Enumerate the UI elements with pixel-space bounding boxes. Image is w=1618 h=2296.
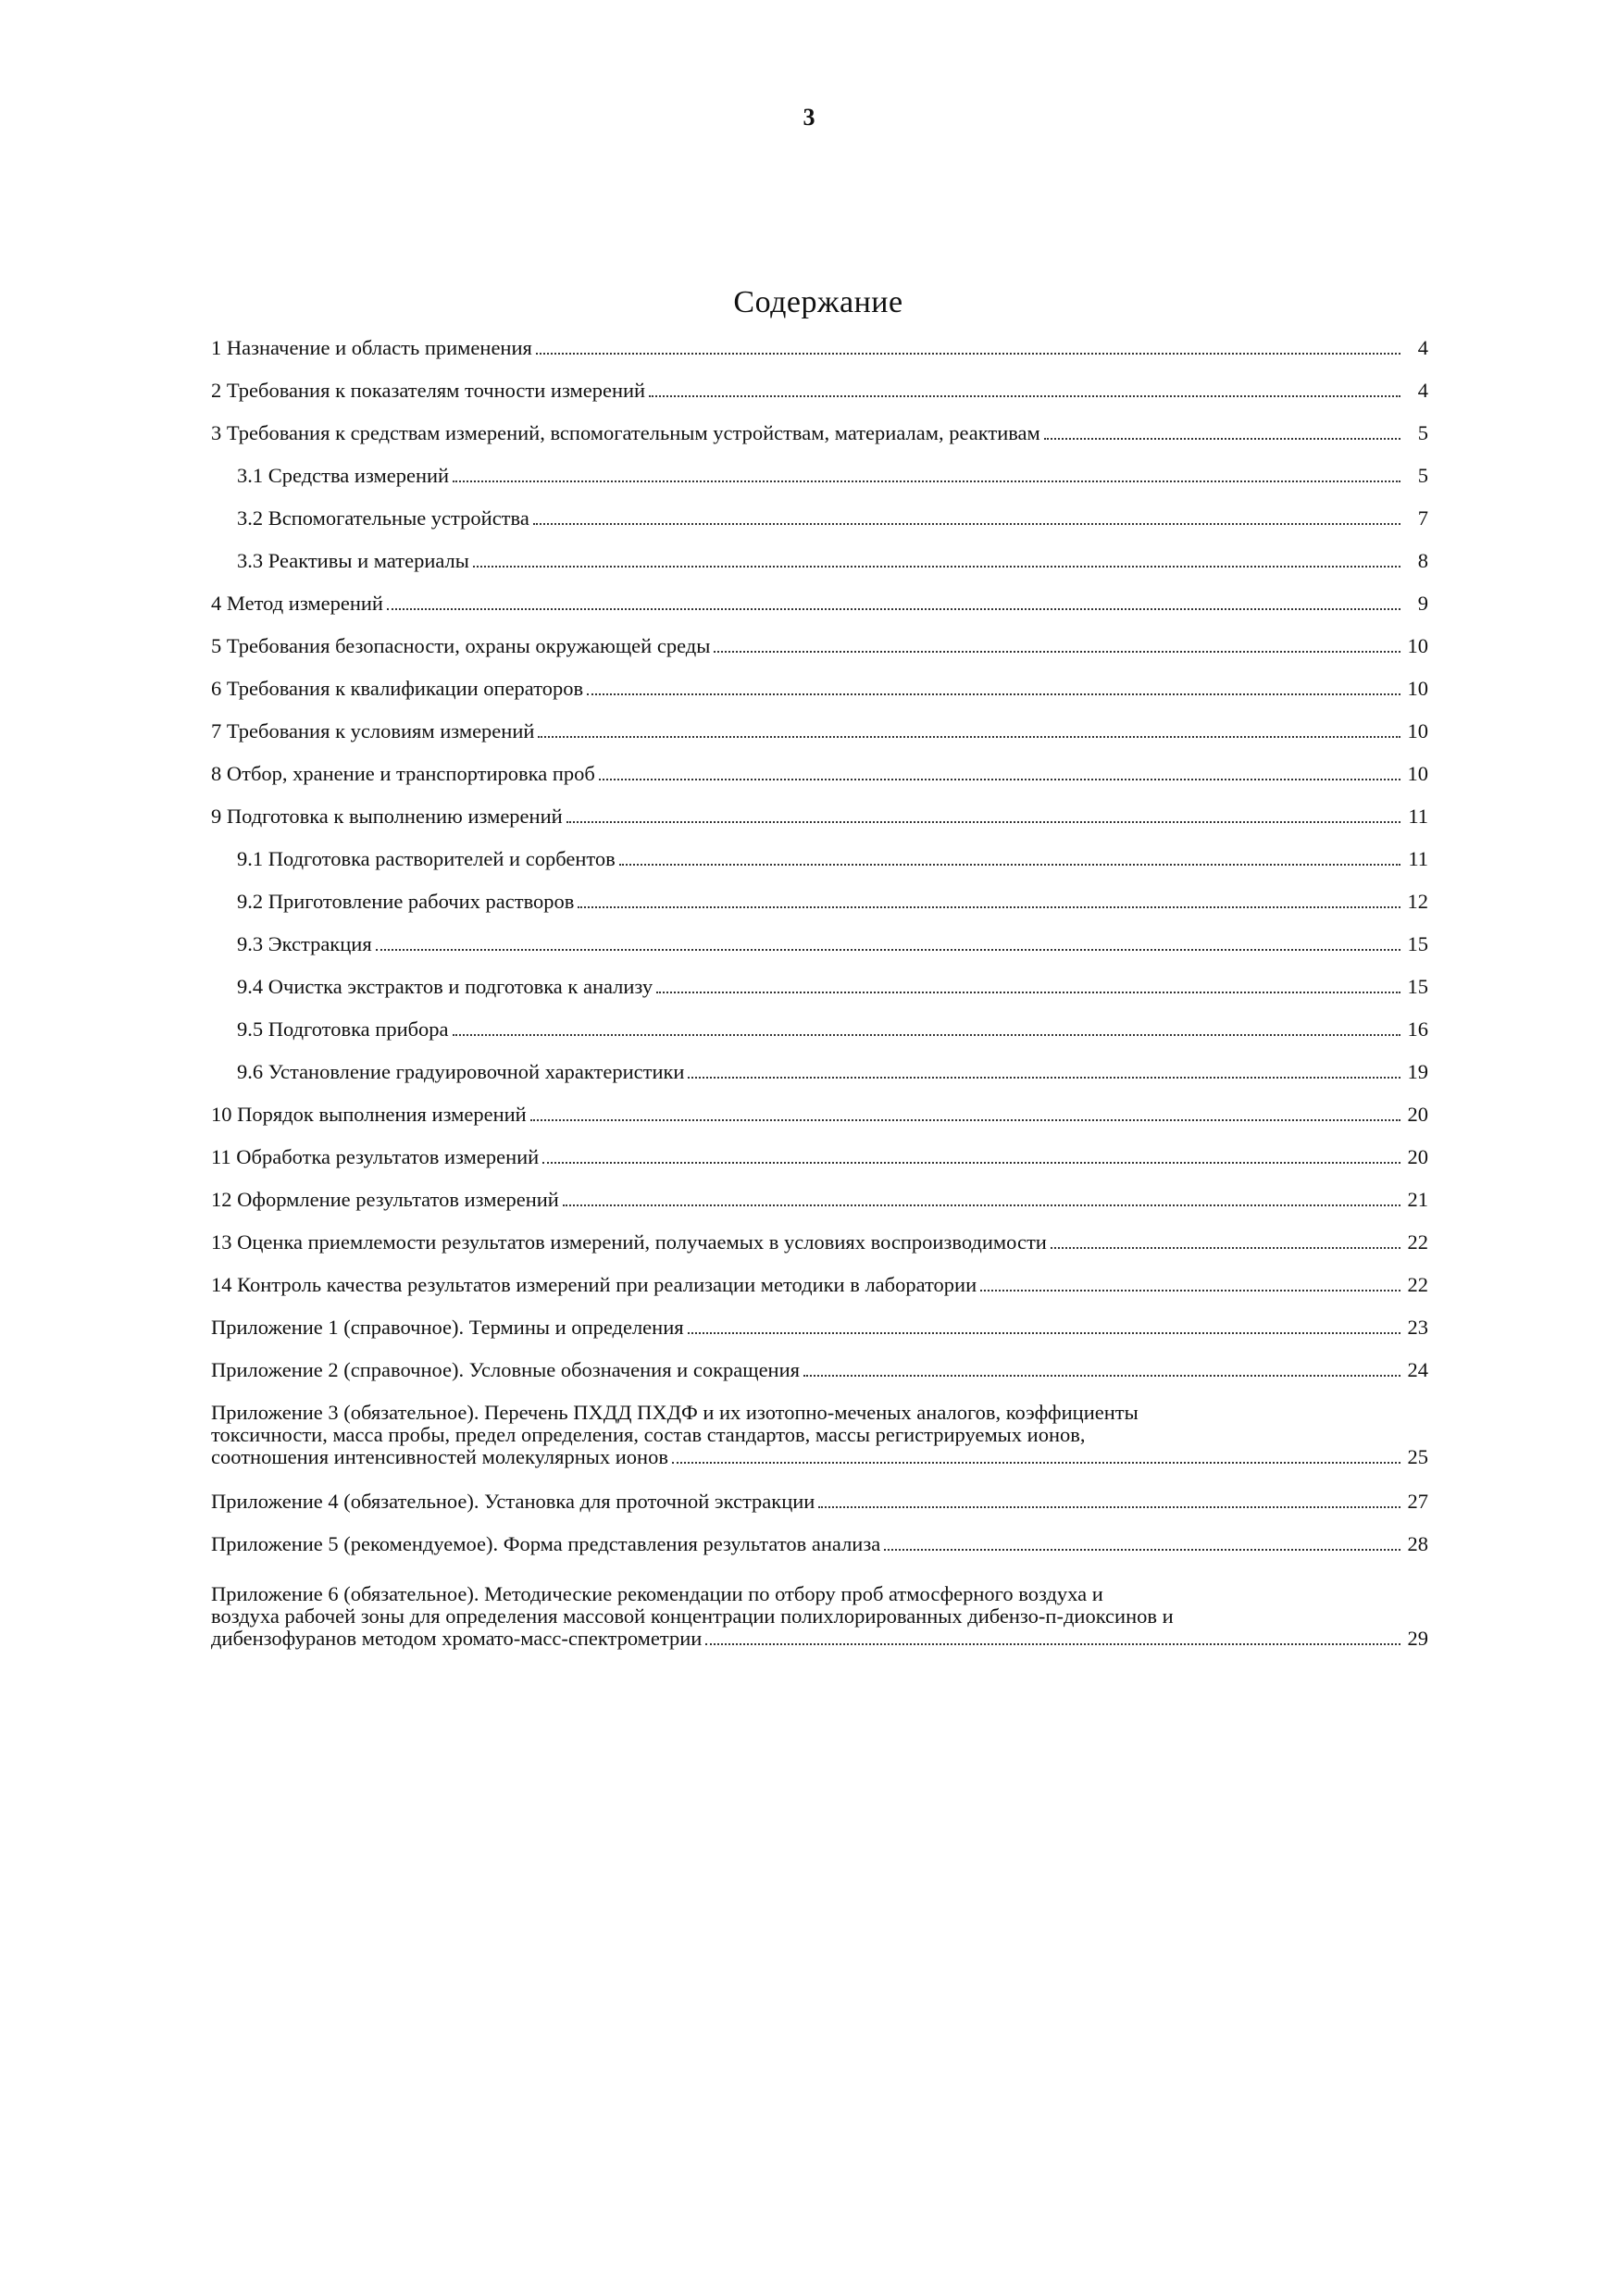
toc-entry-page: 5 <box>1417 421 1428 444</box>
toc-entry <box>237 465 1428 487</box>
toc-entry-page: 4 <box>1417 379 1428 402</box>
toc-entry-page: 27 <box>1407 1490 1428 1513</box>
toc-entry-page: 29 <box>1407 1627 1428 1650</box>
page-number: 3 <box>803 104 815 131</box>
dot-leader <box>599 779 1400 780</box>
toc-entry-text: 12 Оформление результатов измерений <box>211 1188 559 1211</box>
toc-entry-text: 9 Подготовка к выполнению измерений <box>211 805 563 828</box>
toc-entry <box>211 678 1428 700</box>
dot-leader <box>536 353 1400 355</box>
dot-leader <box>672 1462 1400 1464</box>
toc-entry-page: 5 <box>1417 464 1428 487</box>
toc-entry-text: Приложение 2 (справочное). Условные обозначения и сокращения <box>211 1358 800 1381</box>
toc-entry <box>211 1274 1428 1296</box>
toc-entry-page: 10 <box>1407 719 1428 742</box>
toc-entry-text: 6 Требования к квалификации операторов <box>211 677 584 700</box>
dot-leader <box>803 1375 1400 1377</box>
toc-entry <box>237 550 1428 572</box>
toc-entry-text: 3.1 Средства измерений <box>237 464 450 487</box>
toc-entry-page: 24 <box>1407 1358 1428 1381</box>
toc-entry-page: 10 <box>1407 762 1428 785</box>
toc-entry-text: 13 Оценка приемлемости результатов измерений, получаемых в условиях воспроизводимости <box>211 1230 1047 1254</box>
toc-entry-text: Приложение 5 (рекомендуемое). Форма представления результатов анализа <box>211 1532 881 1555</box>
toc-entry <box>237 507 1428 530</box>
toc-entry-page: 4 <box>1417 336 1428 359</box>
toc-entry-page: 15 <box>1407 932 1428 955</box>
dot-leader <box>649 395 1400 397</box>
toc-entry <box>211 1231 1428 1254</box>
toc-entry-text-line: Приложение 6 (обязательное). Методические рекомендации по отбору проб атмосферного воздуха и <box>211 1582 1103 1605</box>
toc-entry <box>211 1104 1428 1126</box>
toc-entry <box>211 720 1428 742</box>
toc-entry <box>211 1146 1428 1168</box>
toc-entry <box>211 1359 1428 1381</box>
toc-entry-page: 22 <box>1407 1230 1428 1254</box>
toc-entry <box>211 763 1428 785</box>
toc-entry <box>211 422 1428 444</box>
toc-entry-text: 5 Требования безопасности, охраны окружающей среды <box>211 634 711 657</box>
toc-entry <box>237 933 1428 955</box>
dot-leader <box>578 906 1400 908</box>
dot-leader <box>530 1119 1400 1121</box>
dot-leader <box>566 821 1400 823</box>
toc-entry-page: 20 <box>1407 1103 1428 1126</box>
toc-title: Содержание <box>733 285 903 319</box>
toc-entry-text: 3.2 Вспомогательные устройства <box>237 506 529 530</box>
dot-leader <box>884 1549 1400 1551</box>
toc-entry-text: дибензофуранов методом хромато-масс-спектрометрии <box>211 1627 703 1650</box>
toc-entry-text: 4 Метод измерений <box>211 592 383 615</box>
toc-entry-page: 20 <box>1407 1145 1428 1168</box>
dot-leader <box>563 1204 1400 1206</box>
toc-entry <box>211 805 1428 828</box>
dot-leader <box>688 1332 1400 1334</box>
toc-entry <box>237 1018 1428 1041</box>
toc-entry-page: 28 <box>1407 1532 1428 1555</box>
dot-leader <box>619 864 1400 866</box>
toc-entry-page: 19 <box>1407 1060 1428 1083</box>
toc-entry-text: Приложение 1 (справочное). Термины и определения <box>211 1316 684 1339</box>
toc-entry-page: 11 <box>1408 805 1428 828</box>
dot-leader <box>714 651 1400 653</box>
toc-entry-page: 12 <box>1407 890 1428 913</box>
toc-entry-text: 7 Требования к условиям измерений <box>211 719 535 742</box>
dot-leader <box>473 566 1400 568</box>
toc-entry-text: 9.6 Установление градуировочной характеристики <box>237 1060 685 1083</box>
toc-entry <box>211 1583 1428 1650</box>
toc-entry-page: 22 <box>1407 1273 1428 1296</box>
toc-entry <box>211 1491 1428 1513</box>
toc-entry-text: 9.1 Подготовка растворителей и сорбентов <box>237 847 616 870</box>
toc-entry <box>211 635 1428 657</box>
toc-entry-page: 11 <box>1408 847 1428 870</box>
toc-entry-page: 21 <box>1407 1188 1428 1211</box>
toc-entry <box>211 593 1428 615</box>
toc-entry-page: 8 <box>1417 549 1428 572</box>
toc-entry <box>237 976 1428 998</box>
dot-leader <box>542 1162 1400 1164</box>
toc-entry-text: 9.4 Очистка экстрактов и подготовка к анализу <box>237 975 653 998</box>
toc-entry-text: соотношения интенсивностей молекулярных ионов <box>211 1445 668 1468</box>
toc-entry-page: 10 <box>1407 677 1428 700</box>
toc-entry-page: 10 <box>1407 634 1428 657</box>
dot-leader <box>705 1643 1400 1645</box>
toc-entry <box>237 1061 1428 1083</box>
toc-entry <box>211 1533 1428 1555</box>
dot-leader <box>1051 1247 1400 1249</box>
dot-leader <box>980 1290 1400 1292</box>
toc-entry-text: 1 Назначение и область применения <box>211 336 532 359</box>
dot-leader <box>656 992 1400 993</box>
dot-leader <box>538 736 1400 738</box>
toc-entry-text: Приложение 4 (обязательное). Установка для проточной экстракции <box>211 1490 815 1513</box>
dot-leader <box>453 1034 1400 1036</box>
dot-leader <box>387 608 1400 610</box>
toc-entry-text-line: Приложение 3 (обязательное). Перечень ПХДД ПХДФ и их изотопно-меченых аналогов, коэффициенты <box>211 1401 1139 1424</box>
dot-leader <box>376 949 1400 951</box>
toc-entry-text: 8 Отбор, хранение и транспортировка проб <box>211 762 595 785</box>
toc-entry <box>211 1189 1428 1211</box>
toc-entry-text: 9.3 Экстракция <box>237 932 372 955</box>
toc-entry-page: 25 <box>1407 1445 1428 1468</box>
dot-leader <box>453 480 1400 482</box>
dot-leader <box>587 693 1400 695</box>
toc-entry-text: 10 Порядок выполнения измерений <box>211 1103 527 1126</box>
toc-entry <box>211 380 1428 402</box>
dot-leader <box>688 1077 1400 1079</box>
dot-leader <box>533 523 1400 525</box>
toc-entry-page: 16 <box>1407 1017 1428 1041</box>
toc-entry-page: 7 <box>1417 506 1428 530</box>
toc-entry-text: 9.5 Подготовка прибора <box>237 1017 449 1041</box>
toc-entry <box>237 848 1428 870</box>
toc-entry <box>211 1316 1428 1339</box>
toc-entry-page: 15 <box>1407 975 1428 998</box>
toc-entry-page: 9 <box>1417 592 1428 615</box>
toc-entry-text-line: токсичности, масса пробы, предел определения, состав стандартов, массы регистрируемых ионов, <box>211 1423 1086 1446</box>
toc-entry <box>211 337 1428 359</box>
toc-entry-text: 2 Требования к показателям точности измерений <box>211 379 646 402</box>
toc-entry <box>211 1402 1428 1468</box>
toc-entry-text: 14 Контроль качества результатов измерений при реализации методики в лаборатории <box>211 1273 977 1296</box>
toc-entry-text: 9.2 Приготовление рабочих растворов <box>237 890 575 913</box>
toc-entry-text: 11 Обработка результатов измерений <box>211 1145 540 1168</box>
toc-entry <box>237 891 1428 913</box>
toc-entry-text: 3.3 Реактивы и материалы <box>237 549 469 572</box>
toc-entry-page: 23 <box>1407 1316 1428 1339</box>
toc-entry-text-line: воздуха рабочей зоны для определения массовой концентрации полихлорированных дибензо-п-диоксинов и <box>211 1604 1174 1628</box>
dot-leader <box>1044 438 1400 440</box>
dot-leader <box>818 1506 1400 1508</box>
toc-entry-text: 3 Требования к средствам измерений, вспомогательным устройствам, материалам, реактивам <box>211 421 1040 444</box>
